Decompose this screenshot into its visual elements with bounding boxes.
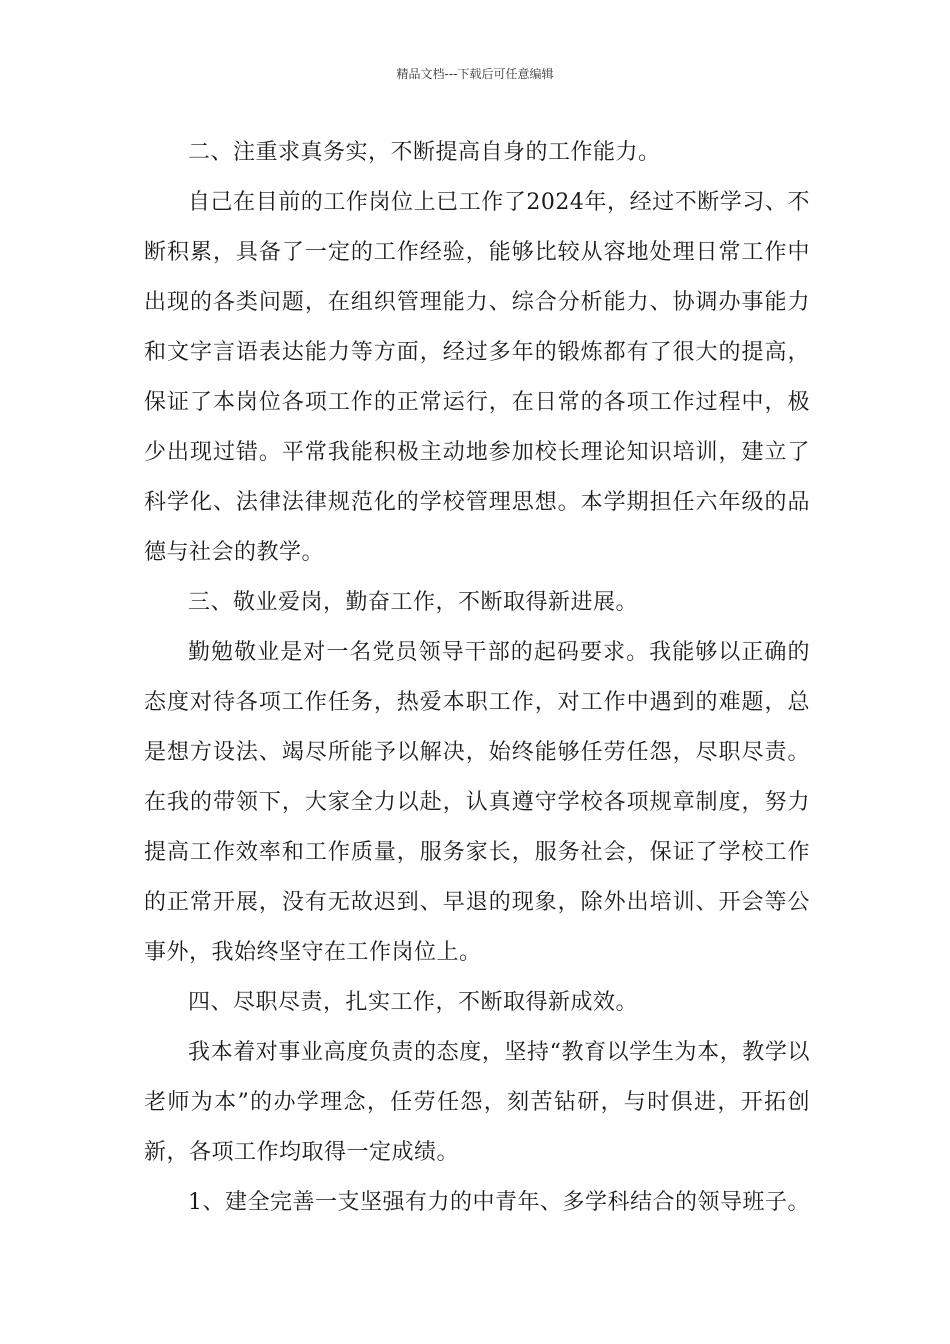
list-item-1: 1、建全完善一支坚强有力的中青年、多学科结合的领导班子。 bbox=[188, 1190, 810, 1215]
section-heading-2: 二、注重求真务实，不断提高自身的工作能力。 bbox=[188, 140, 661, 165]
paragraph-responsibility: 我本着对事业高度负责的态度，坚持“教育以学生为本，教学以老师为本”的办学理念，任劳任怨，刻苦钻研，与时俱进，开拓创新，各项工作均取得一定成绩。 bbox=[144, 1040, 810, 1165]
document-body bbox=[144, 128, 810, 1228]
paragraph-work-ability: 自己在目前的工作岗位上已工作了2024年，经过不断学习、不断积累，具备了一定的工作经验，能够比较从容地处理日常工作中出现的各类问题，在组织管理能力、综合分析能力、协调办事能力和文字言语表达能力等方面，经过多年的锻炼都有了很大的提高，保证了本岗位各项工作的正常运行，在日常的各项工作过程中，极少出现过错。平常我能积极主动地参加校长理论知识培训，建立了科学化、法律法律规范化的学校管理思想。本学期担任六年级的品德与社会的教学。 bbox=[144, 190, 810, 565]
page-header: 精品文档---下载后可任意编辑 bbox=[396, 67, 554, 81]
section-heading-4: 四、尽职尽责，扎实工作，不断取得新成效。 bbox=[188, 990, 639, 1015]
section-heading-3: 三、敬业爱岗，勤奋工作，不断取得新进展。 bbox=[188, 590, 639, 615]
paragraph-dedication: 勤勉敬业是对一名党员领导干部的起码要求。我能够以正确的态度对待各项工作任务，热爱本职工作，对工作中遇到的难题，总是想方设法、竭尽所能予以解决，始终能够任劳任怨，尽职尽责。在我的带领下，大家全力以赴，认真遵守学校各项规章制度，努力提高工作效率和工作质量，服务家长，服务社会，保证了学校工作的正常开展，没有无故迟到、早退的现象，除外出培训、开会等公事外，我始终坚守在工作岗位上。 bbox=[144, 640, 810, 965]
